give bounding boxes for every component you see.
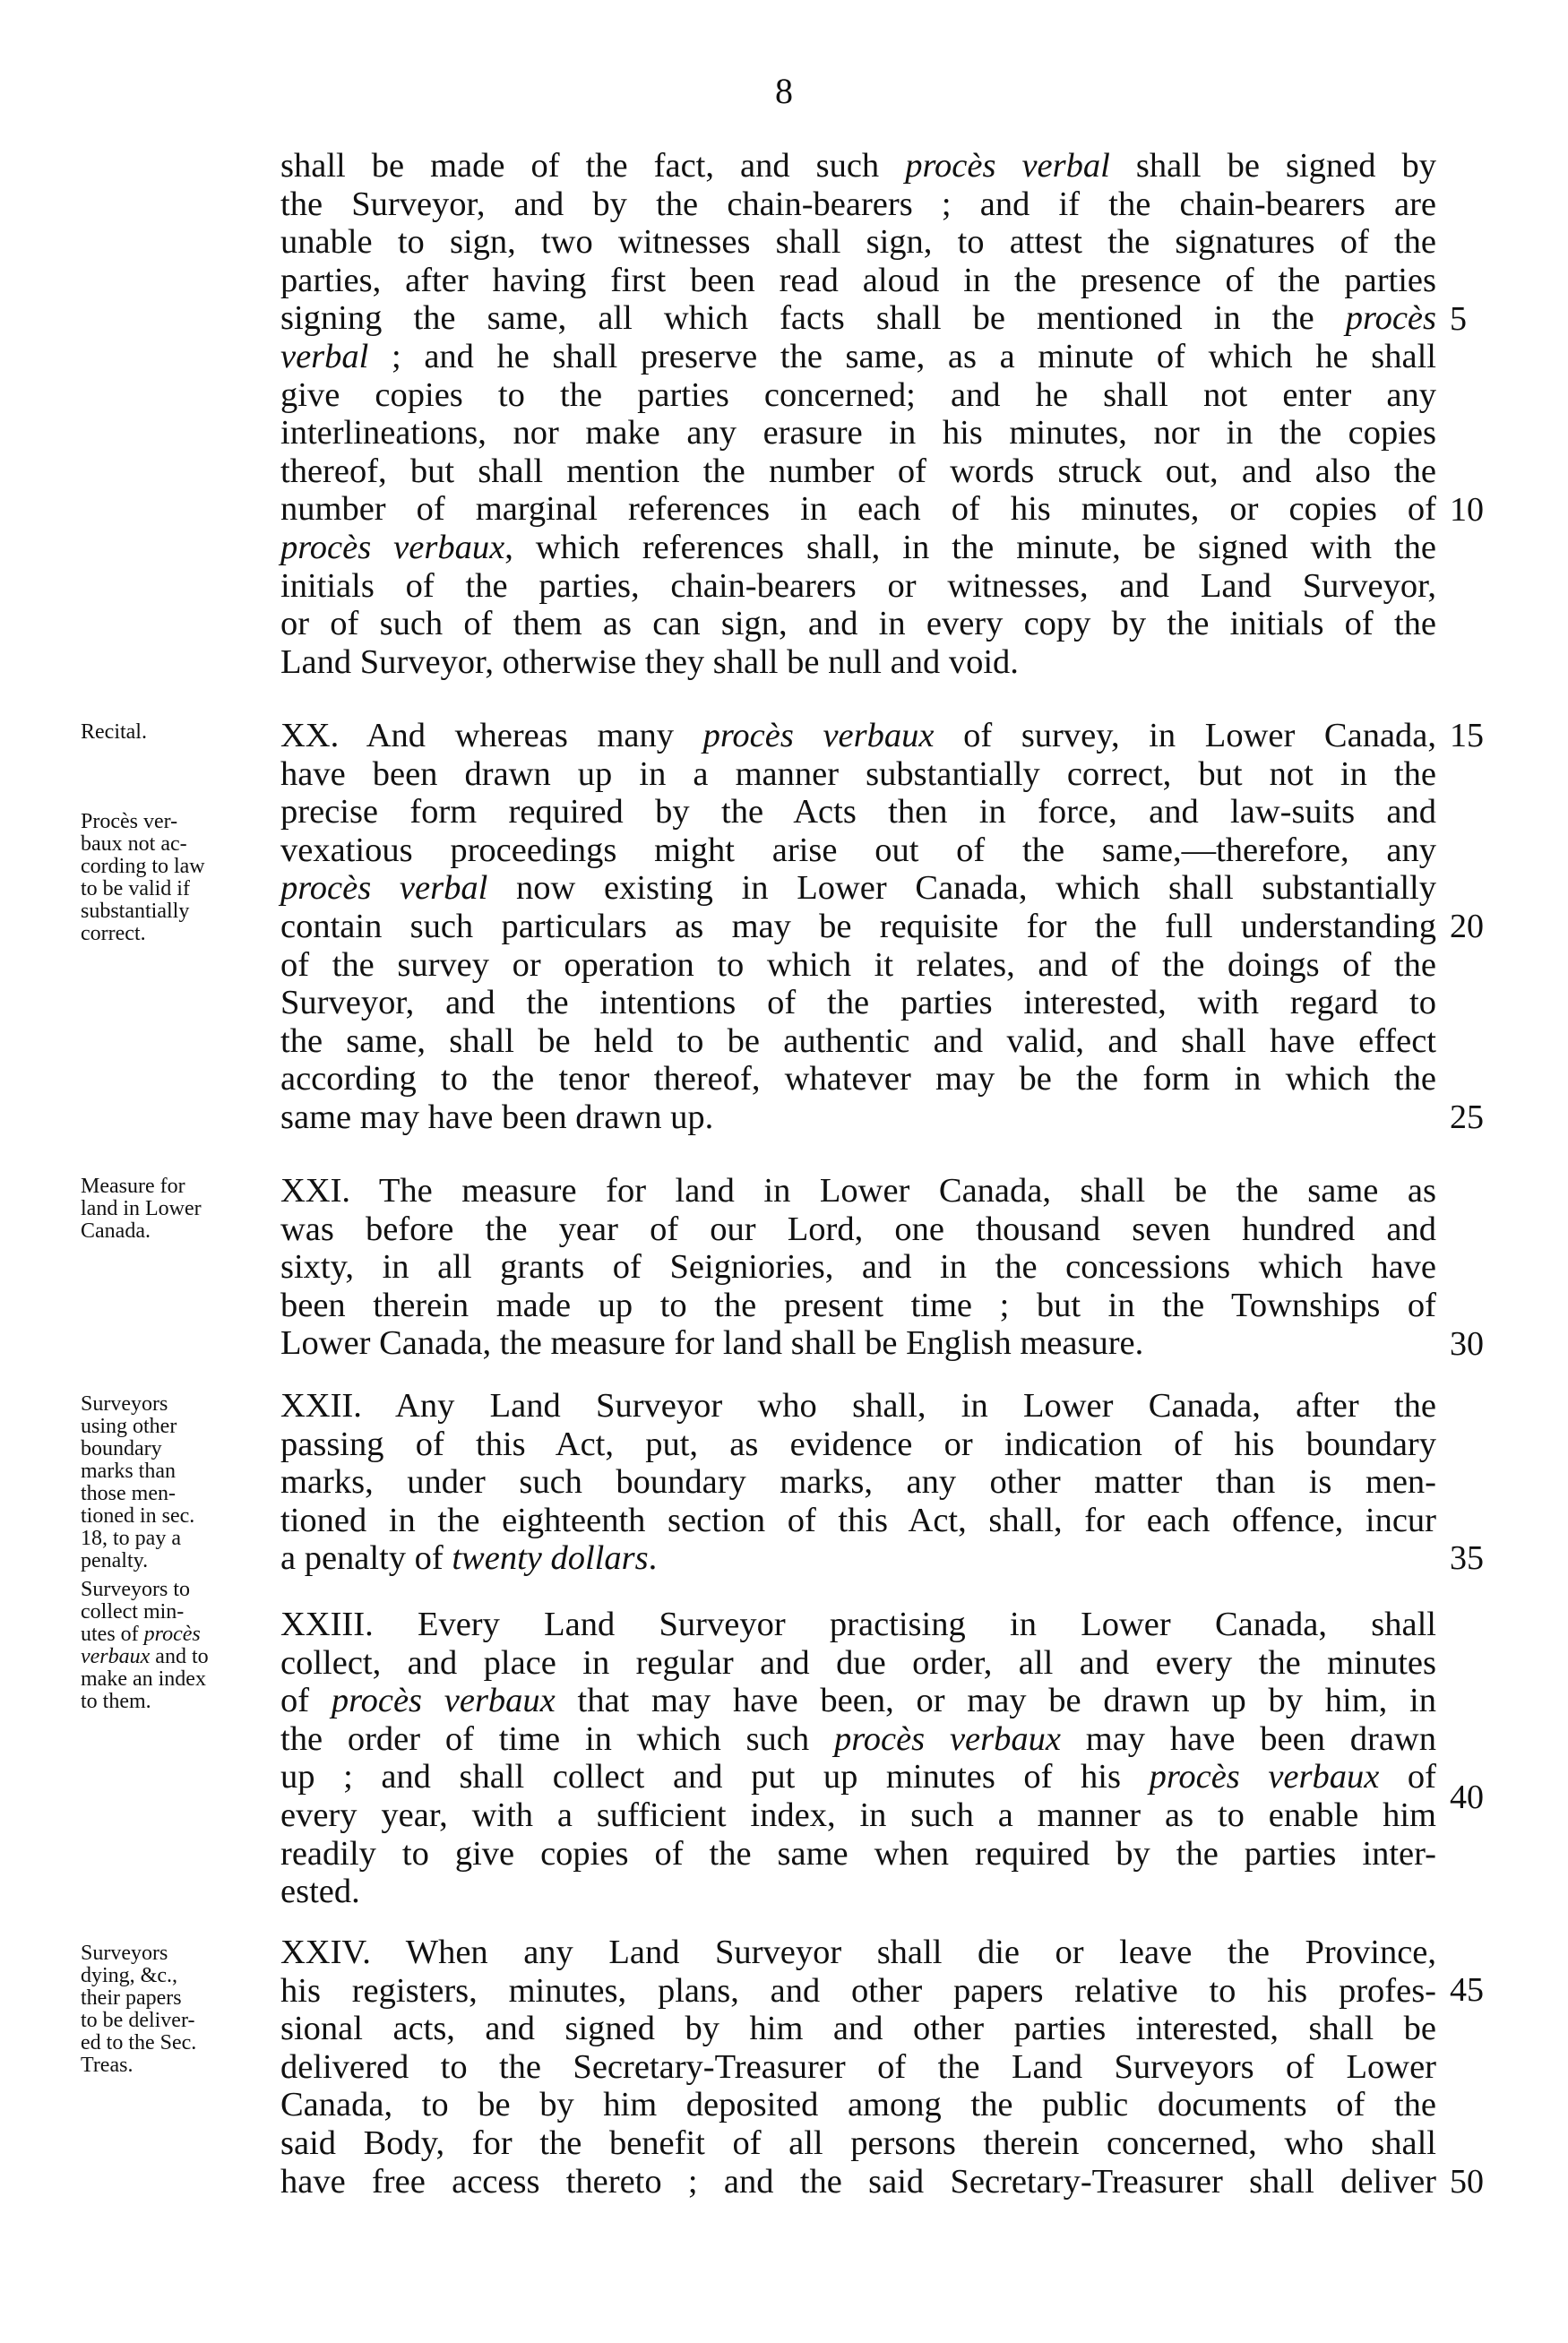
text-line: procès verbaux, which references shall, in the minute, be signed with the [280, 528, 1436, 566]
line-number: 20 [1450, 908, 1484, 945]
margin-note-line: verbaux and to [81, 1645, 209, 1668]
margin-note-line: their papers [81, 1986, 182, 2010]
text-line: XXI. The measure for land in Lower Canada, shall be the same as [280, 1172, 1436, 1210]
text-line: the same, shall be held to be authentic and valid, and shall have effect [280, 1021, 1436, 1060]
margin-note-line: to them. [81, 1690, 151, 1713]
text-line: contain such particulars as may be requisite for the full understanding [280, 907, 1436, 945]
margin-note-line: make an index [81, 1667, 206, 1691]
margin-note-line: those men- [81, 1482, 176, 1505]
text-line: same may have been drawn up. [280, 1098, 714, 1136]
text-line: XXII. Any Land Surveyor who shall, in Lower Canada, after the [280, 1387, 1436, 1425]
text-line: his registers, minutes, plans, and other papers relative to his profes- [280, 1971, 1436, 2010]
margin-note-line: ed to the Sec. [81, 2031, 197, 2054]
text-line: sional acts, and signed by him and other parties interested, shall be [280, 2010, 1436, 2048]
margin-note-line: to be valid if [81, 877, 190, 900]
text-line: interlineations, nor make any erasure in his minutes, nor in the copies [280, 414, 1436, 452]
margin-note-line: Procès ver- [81, 810, 178, 833]
text-line: give copies to the parties concerned; and he shall not enter any [280, 375, 1436, 414]
text-line: unable to sign, two witnesses shall sign, to attest the signatures of the [280, 223, 1436, 262]
text-line: been therein made up to the present time ; but in the Townships of [280, 1286, 1436, 1324]
text-line: sixty, in all grants of Seigniories, and in the concessions which have [280, 1248, 1436, 1287]
text-line: readily to give copies of the same when required by the parties inter- [280, 1834, 1436, 1873]
margin-note-line: Measure for [81, 1175, 185, 1198]
text-line: passing of this Act, put, as evidence or indication of his boundary [280, 1425, 1436, 1463]
text-line: verbal ; and he shall preserve the same, as a minute of which he shall [280, 337, 1436, 375]
margin-note [81, 721, 269, 744]
text-line: have free access thereto ; and the said Secretary-Treasurer shall deliver [280, 2162, 1436, 2201]
text-line: the order of time in which such procès verbaux may have been drawn [280, 1719, 1436, 1758]
text-line: up ; and shall collect and put up minutes of his procès verbaux of [280, 1758, 1436, 1796]
text-line: XXIV. When any Land Surveyor shall die or leave the Province, [280, 1934, 1436, 1971]
margin-note-line: correct. [81, 922, 146, 945]
paragraph [280, 1172, 1436, 1363]
text-line: XX. And whereas many procès verbaux of survey, in Lower Canada, [280, 717, 1436, 754]
line-number: 50 [1450, 2163, 1484, 2201]
margin-note [81, 1942, 269, 2077]
text-line: signing the same, all which facts shall be mentioned in the procès [280, 299, 1436, 338]
margin-note-line: dying, &c., [81, 1964, 177, 1987]
margin-note-line: to be deliver- [81, 2009, 195, 2032]
text-line: thereof, but shall mention the number of words struck out, and also the [280, 452, 1436, 490]
margin-note-line: baux not ac- [81, 832, 187, 856]
margin-note-line: cording to law [81, 855, 205, 878]
margin-note-line: land in Lower [81, 1197, 202, 1220]
margin-note [81, 1176, 269, 1243]
margin-note-line: Treas. [81, 2054, 134, 2077]
paragraph [280, 1606, 1436, 1911]
page-number: 8 [775, 71, 793, 111]
margin-note-line: substantially [81, 900, 190, 923]
margin-note-line: Surveyors [81, 1392, 168, 1416]
margin-note [81, 1393, 269, 1572]
text-line: was before the year of our Lord, one thousand seven hundred and [280, 1210, 1436, 1248]
text-line: the Surveyor, and by the chain-bearers ; and if the chain-bearers are [280, 185, 1436, 223]
line-number: 10 [1450, 491, 1484, 529]
text-line: said Body, for the benefit of all persons therein concerned, who shall [280, 2123, 1436, 2162]
text-line: vexatious proceedings might arise out of the same,—therefore, any [280, 831, 1436, 869]
line-number: 40 [1450, 1779, 1484, 1816]
line-number: 5 [1450, 300, 1467, 338]
line-number: 25 [1450, 1098, 1484, 1136]
text-line: a penalty of twenty dollars. [280, 1539, 658, 1578]
text-line: Land Surveyor, otherwise they shall be null and void. [280, 642, 1019, 681]
margin-note-line: 18, to pay a [81, 1527, 181, 1550]
text-line: collect, and place in regular and due order, all and every the minutes [280, 1643, 1436, 1682]
line-number: 45 [1450, 1971, 1484, 2009]
text-line: marks, under such boundary marks, any other matter than is men- [280, 1463, 1436, 1502]
margin-note-line: marks than [81, 1460, 176, 1483]
text-line: Lower Canada, the measure for land shall be English measure. [280, 1324, 1144, 1363]
text-line: number of marginal references in each of his minutes, or copies of [280, 490, 1436, 529]
paragraph [280, 717, 1436, 1137]
text-line: Surveyor, and the intentions of the parties interested, with regard to [280, 984, 1436, 1022]
text-line: or of such of them as can sign, and in every copy by the initials of the [280, 605, 1436, 643]
margin-note-line: Recital. [81, 720, 147, 744]
line-number: 35 [1450, 1539, 1484, 1577]
margin-note [81, 811, 269, 945]
text-line: have been drawn up in a manner substantially correct, but not in the [280, 754, 1436, 793]
margin-note-line: penalty. [81, 1549, 149, 1572]
margin-note [81, 1579, 269, 1713]
text-line: initials of the parties, chain-bearers or witnesses, and Land Surveyor, [280, 566, 1436, 605]
paragraph [280, 1934, 1436, 2201]
text-line: every year, with a sufficient index, in such a manner as to enable him [280, 1796, 1436, 1834]
line-number: 30 [1450, 1325, 1484, 1363]
line-number: 15 [1450, 717, 1484, 754]
margin-note-line: collect min- [81, 1600, 185, 1624]
margin-note-line: boundary [81, 1437, 162, 1460]
text-line: parties, after having first been read aloud in the presence of the parties [280, 261, 1436, 299]
margin-note-line: tioned in sec. [81, 1504, 195, 1528]
text-line: procès verbal now existing in Lower Canada, which shall substantially [280, 869, 1436, 908]
text-line: Canada, to be by him deposited among the public documents of the [280, 2086, 1436, 2124]
text-line: ested. [280, 1873, 360, 1911]
paragraph [280, 1387, 1436, 1578]
text-line: precise form required by the Acts then in force, and law-suits and [280, 793, 1436, 831]
margin-note-line: Canada. [81, 1219, 151, 1243]
text-line: according to the tenor thereof, whatever may be the form in which the [280, 1060, 1436, 1098]
text-line: XXIII. Every Land Surveyor practising in Lower Canada, shall [280, 1606, 1436, 1643]
text-line: tioned in the eighteenth section of this Act, shall, for each offence, incur [280, 1501, 1436, 1539]
margin-note-line: Surveyors to [81, 1578, 190, 1601]
text-line: of the survey or operation to which it relates, and of the doings of the [280, 945, 1436, 984]
text-line: delivered to the Secretary-Treasurer of the Land Surveyors of Lower [280, 2047, 1436, 2086]
text-line: of procès verbaux that may have been, or may be drawn up by him, in [280, 1682, 1436, 1720]
margin-note-line: utes of procès [81, 1623, 201, 1646]
paragraph [280, 147, 1436, 681]
text-line: shall be made of the fact, and such procès verbal shall be signed by [280, 147, 1436, 185]
margin-note-line: using other [81, 1415, 177, 1438]
margin-note-line: Surveyors [81, 1942, 168, 1965]
